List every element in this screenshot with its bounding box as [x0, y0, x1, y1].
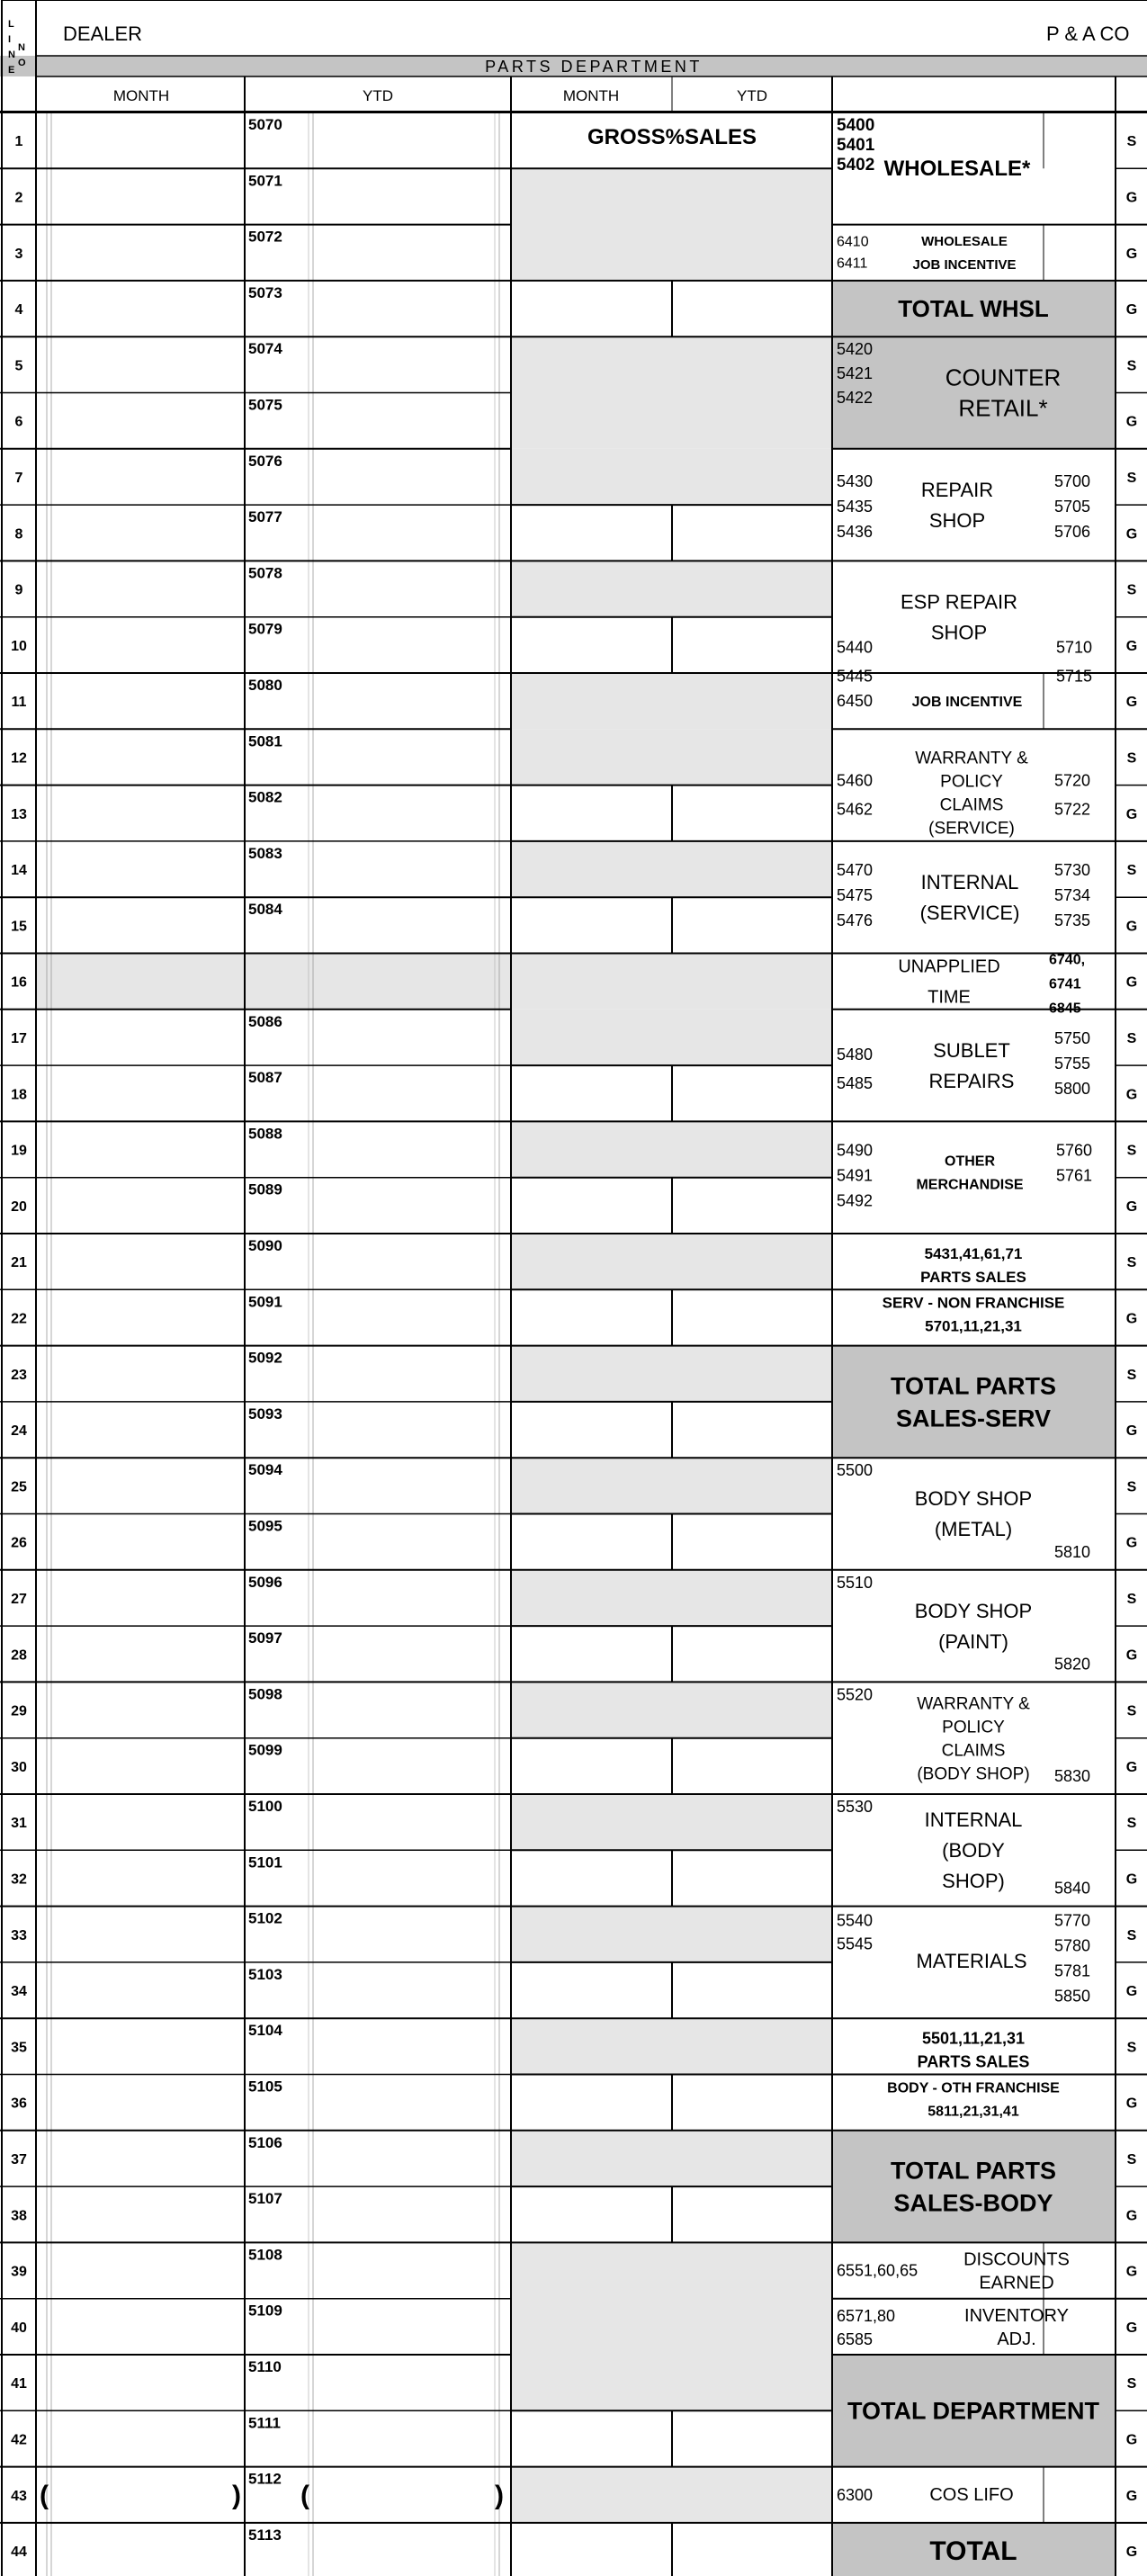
form-text: UNAPPLIED: [898, 956, 1000, 977]
account-code: 5400: [837, 116, 875, 135]
account-code: 6741: [1049, 976, 1081, 992]
dealer-label: DEALER: [63, 22, 143, 45]
account-code: 5540: [837, 1911, 874, 1930]
account-code: 5480: [837, 1046, 874, 1064]
ytd-code: 5076: [248, 452, 282, 470]
total-label-cell: [832, 337, 1116, 449]
form-text: SALES-SERV: [895, 1405, 1052, 1432]
line-number: 19: [11, 1143, 27, 1159]
account-code: 5530: [837, 1798, 874, 1816]
ytd-code: 5097: [248, 1629, 282, 1647]
job-incentive-label: JOB INCENTIVE: [911, 695, 1023, 711]
sg-marker: G: [1125, 1647, 1138, 1664]
cos-lifo-label: COS LIFO: [929, 2484, 1014, 2505]
sg-marker: G: [1125, 2488, 1138, 2504]
line-number: 9: [14, 582, 23, 598]
account-code: 6551,60,65: [837, 2261, 918, 2280]
line-number: 37: [11, 2151, 27, 2168]
account-code: 5755: [1054, 1054, 1091, 1073]
account-code: 6410: [837, 234, 869, 250]
ytd-code: 5095: [248, 1517, 282, 1535]
sg-marker: S: [1126, 750, 1137, 767]
shaded-cell: [511, 2467, 832, 2523]
account-code: 5421: [837, 364, 874, 383]
account-code: 5470: [837, 860, 874, 879]
line-number: 14: [11, 863, 27, 879]
sg-marker: G: [1125, 526, 1138, 543]
line-number: 30: [11, 1759, 27, 1775]
account-code: 5781: [1054, 1961, 1091, 1980]
form-text: POLICY: [940, 772, 1003, 792]
shaded-cell: [511, 2131, 832, 2186]
ytd-code: 5106: [248, 2133, 282, 2151]
paren-close: ): [232, 2480, 241, 2510]
line-number: 29: [11, 1703, 27, 1719]
sg-marker: G: [1125, 2320, 1138, 2336]
form-text: EARNED: [979, 2273, 1054, 2293]
section-title: PARTS DEPARTMENT: [485, 58, 703, 76]
paren-open: (: [40, 2480, 49, 2510]
ytd-code: 5104: [248, 2022, 282, 2040]
ytd-code: 5110: [248, 2358, 282, 2375]
form-text: RETAIL*: [958, 394, 1048, 422]
line-number: 11: [11, 695, 27, 711]
line-header-letter: E: [8, 65, 15, 76]
account-code: 5430: [837, 471, 874, 490]
form-text: (METAL): [934, 1518, 1013, 1541]
shaded-cell: [511, 1121, 832, 1177]
account-code: 5401: [837, 136, 875, 155]
form-text: POLICY: [942, 1718, 1005, 1737]
sg-marker: G: [1125, 1759, 1138, 1775]
form-text: REPAIR: [920, 478, 994, 501]
line-number: 10: [11, 638, 27, 654]
line-number: 24: [11, 1423, 27, 1440]
account-code: 5402: [837, 156, 875, 175]
sg-marker: S: [1126, 1479, 1137, 1495]
form-text: CLAIMS: [941, 1741, 1006, 1761]
shaded-cell: [511, 1682, 832, 1737]
ytd-code: 5074: [248, 340, 282, 358]
account-code: 5436: [837, 522, 874, 541]
form-text: SHOP: [928, 508, 986, 532]
line-number: 39: [11, 2264, 27, 2280]
shaded-cell: [511, 1234, 832, 1289]
ytd-code: 5072: [248, 228, 282, 246]
account-code: 5460: [837, 771, 874, 790]
sg-marker: S: [1126, 1255, 1137, 1271]
form-text: TOTAL PARTS: [890, 2157, 1057, 2185]
gross-pct-label: GROSS%SALES: [587, 125, 757, 149]
total-label-cell: [832, 2131, 1116, 2243]
ytd-code: 5093: [248, 1405, 282, 1423]
line-number: 7: [14, 470, 23, 486]
account-code: 5830: [1053, 1767, 1090, 1785]
shaded-cell: [511, 1346, 832, 1402]
ytd-code: 5083: [248, 844, 282, 862]
account-code: 5710: [1056, 638, 1093, 657]
line-number: 44: [11, 2545, 27, 2561]
line-number: 25: [11, 1479, 27, 1495]
sg-marker: S: [1126, 2151, 1137, 2168]
ytd-code: 5081: [248, 732, 282, 750]
ytd-code: 5087: [248, 1069, 282, 1087]
ytd-code: 5108: [248, 2246, 282, 2264]
shaded-cell: [511, 337, 832, 449]
form-text: REPAIRS: [928, 1069, 1015, 1092]
form-text: DISCOUNTS: [963, 2249, 1070, 2270]
wholesale-label: WHOLESALE*: [883, 157, 1031, 181]
sg-marker: S: [1126, 358, 1137, 374]
form-text: JOB INCENTIVE: [912, 257, 1017, 273]
line-number: 32: [11, 1871, 27, 1888]
form-text: TIME: [927, 987, 971, 1008]
account-code: 5810: [1053, 1542, 1090, 1561]
account-code: 6411: [837, 256, 868, 272]
no-header-letter: O: [18, 58, 26, 68]
line-number: 23: [11, 1367, 27, 1383]
ytd-code: 5079: [248, 620, 282, 638]
sg-marker: G: [1125, 806, 1138, 822]
form-text: SERV - NON FRANCHISE: [882, 1294, 1065, 1312]
line-number: 42: [11, 2432, 27, 2448]
line-number: 1: [14, 134, 23, 150]
account-code: 6845: [1049, 1001, 1081, 1017]
account-code: 5491: [837, 1166, 874, 1185]
form-text: PARTS SALES: [917, 2052, 1030, 2071]
shaded-cell: [511, 561, 832, 616]
total-whsl-label: TOTAL WHSL: [898, 295, 1049, 323]
shaded-cell: [511, 729, 832, 785]
account-code: 5440: [837, 638, 874, 657]
sg-marker: G: [1125, 2264, 1138, 2280]
ytd-code: 5073: [248, 283, 282, 301]
col-month-gross: MONTH: [562, 87, 620, 104]
account-code: 5476: [837, 911, 874, 929]
sg-marker: S: [1126, 1816, 1137, 1832]
sg-marker: S: [1126, 2040, 1137, 2056]
account-code: 5722: [1054, 800, 1091, 819]
line-number: 17: [11, 1030, 27, 1046]
shaded-cell: [511, 673, 832, 729]
unapplied-shaded-row: [36, 954, 832, 1010]
line-number: 35: [11, 2040, 27, 2056]
sg-marker: G: [1125, 302, 1138, 319]
account-code: 5545: [837, 1934, 874, 1953]
ytd-code: 5094: [248, 1461, 282, 1479]
line-number: 28: [11, 1647, 27, 1664]
shaded-cell: [511, 1570, 832, 1626]
ytd-code: 5086: [248, 1012, 282, 1030]
shaded-cell: [511, 2242, 832, 2410]
form-text: 5811,21,31,41: [927, 2104, 1019, 2120]
sg-marker: S: [1126, 1143, 1137, 1159]
line-number: 33: [11, 1927, 27, 1943]
ytd-code: 5112: [248, 2470, 282, 2488]
form-text: INTERNAL: [920, 870, 1019, 893]
account-code: 5780: [1054, 1936, 1091, 1955]
account-code: 5706: [1054, 522, 1091, 541]
account-code: 5750: [1054, 1028, 1091, 1047]
sg-marker: G: [1125, 1535, 1138, 1551]
account-code: 5700: [1054, 471, 1091, 490]
ytd-code: 5090: [248, 1237, 282, 1254]
line-number: 34: [11, 1984, 27, 2000]
line-number: 2: [14, 190, 23, 206]
ytd-code: 5102: [248, 1909, 282, 1927]
account-code: 5730: [1054, 860, 1091, 879]
account-code: 5761: [1056, 1166, 1093, 1185]
form-text: (BODY: [942, 1839, 1005, 1862]
account-code: 5850: [1054, 1987, 1091, 2006]
form-text: WARRANTY &: [917, 1694, 1030, 1714]
form-text: CLAIMS: [939, 795, 1004, 815]
ytd-code: 5098: [248, 1685, 282, 1703]
sg-marker: G: [1125, 1311, 1138, 1327]
account-code: 5510: [837, 1573, 874, 1592]
shaded-cell: [511, 449, 832, 505]
no-header-letter: N: [18, 42, 25, 53]
ytd-code: 5089: [248, 1180, 282, 1198]
col-ytd-gross: YTD: [737, 87, 767, 104]
line-number: 13: [11, 806, 27, 822]
account-code: 5435: [837, 497, 874, 516]
ytd-code: 5113: [248, 2526, 282, 2544]
account-code: 5475: [837, 885, 874, 904]
materials-label: MATERIALS: [916, 1949, 1027, 1972]
form-text: WARRANTY &: [915, 749, 1028, 768]
ytd-code: 5092: [248, 1349, 282, 1367]
ytd-code: 5091: [248, 1293, 282, 1311]
sg-marker: S: [1126, 470, 1137, 486]
account-code: 6300: [837, 2485, 874, 2504]
sg-marker: S: [1126, 863, 1137, 879]
ytd-code: 5100: [248, 1798, 282, 1815]
account-code: 6740,: [1049, 952, 1086, 968]
line-number: 3: [14, 246, 23, 262]
ytd-code: 5099: [248, 1741, 282, 1759]
form-text: (SERVICE): [928, 819, 1015, 839]
line-number: 31: [11, 1816, 27, 1832]
line-number: 12: [11, 750, 27, 767]
ytd-code: 5078: [248, 564, 282, 582]
account-code: 5715: [1056, 667, 1093, 686]
form-text: (PAINT): [938, 1629, 1008, 1653]
total-label: TOTAL: [929, 2536, 1017, 2567]
ytd-code: 5111: [248, 2414, 281, 2432]
line-header-letter: N: [8, 49, 15, 60]
ytd-code: 5082: [248, 788, 282, 806]
line-number: 41: [11, 2376, 27, 2392]
ytd-code: 5096: [248, 1573, 282, 1591]
company-label: P & A CO: [1046, 22, 1130, 45]
shaded-cell: [511, 168, 832, 281]
line-number: 21: [11, 1255, 27, 1271]
sg-marker: S: [1126, 1367, 1137, 1383]
sg-marker: G: [1125, 2208, 1138, 2224]
sg-marker: G: [1125, 974, 1138, 991]
ytd-code: 5101: [248, 1853, 282, 1871]
form-text: BODY SHOP: [914, 1487, 1033, 1511]
line-number: 26: [11, 1535, 27, 1551]
sg-marker: G: [1125, 246, 1138, 262]
form-text: 5701,11,21,31: [925, 1317, 1022, 1335]
line-number: 15: [11, 919, 27, 935]
ytd-code: 5080: [248, 677, 282, 694]
form-text: BODY SHOP: [914, 1599, 1033, 1622]
paren-open: (: [300, 2480, 309, 2510]
line-number: 5: [14, 358, 23, 374]
account-code: 5485: [837, 1074, 874, 1093]
line-number: 40: [11, 2320, 27, 2336]
form-text: TOTAL PARTS: [890, 1372, 1057, 1400]
ytd-code: 5075: [248, 396, 282, 414]
line-header-letter: I: [8, 34, 12, 45]
form-text: WHOLESALE: [921, 234, 1008, 249]
line-header-letter: L: [8, 19, 14, 30]
line-number: 6: [14, 414, 23, 430]
account-code: 5760: [1056, 1141, 1093, 1160]
form-text: PARTS SALES: [920, 1269, 1026, 1287]
ytd-code: 5107: [248, 2190, 282, 2208]
account-code: 6585: [837, 2329, 874, 2348]
sg-marker: S: [1126, 2376, 1137, 2392]
account-code: 5820: [1053, 1655, 1090, 1674]
ytd-code: 5088: [248, 1125, 282, 1143]
line-number: 4: [14, 302, 23, 319]
line-number: 8: [14, 526, 23, 543]
form-text: INVENTORY: [964, 2305, 1069, 2326]
account-code: 6571,80: [837, 2306, 896, 2325]
ytd-code: 5077: [248, 508, 282, 526]
sg-marker: S: [1126, 1703, 1137, 1719]
shaded-cell: [511, 2018, 832, 2074]
ytd-code: 5084: [248, 901, 282, 919]
form-text: COUNTER: [945, 364, 1062, 391]
form-text: BODY - OTH FRANCHISE: [887, 2080, 1060, 2096]
account-code: 6450: [837, 692, 874, 711]
form-text: SHOP: [930, 621, 988, 644]
sg-marker: G: [1125, 190, 1138, 206]
sg-marker: G: [1125, 1087, 1138, 1103]
sg-marker: G: [1125, 1423, 1138, 1440]
account-code: 5840: [1053, 1879, 1090, 1898]
sg-marker: S: [1126, 1927, 1137, 1943]
shaded-cell: [511, 1794, 832, 1850]
sg-marker: G: [1125, 2096, 1138, 2112]
shaded-cell: [511, 1458, 832, 1513]
account-code: 5500: [837, 1461, 874, 1480]
line-number: 20: [11, 1198, 27, 1215]
account-code: 5492: [837, 1191, 874, 1210]
form-text: ADJ.: [997, 2329, 1036, 2349]
form-text: 5501,11,21,31: [921, 2029, 1026, 2048]
line-number: 18: [11, 1087, 27, 1103]
sg-marker: G: [1125, 1198, 1138, 1215]
account-code: 5445: [837, 667, 874, 686]
ytd-code: 5071: [248, 172, 282, 190]
shaded-cell: [511, 841, 832, 897]
account-code: 5720: [1054, 771, 1091, 790]
account-code: 5422: [837, 389, 874, 408]
form-text: (SERVICE): [919, 901, 1020, 924]
account-code: 5735: [1054, 911, 1091, 929]
sg-marker: G: [1125, 1984, 1138, 2000]
paren-close: ): [495, 2480, 504, 2510]
col-ytd: YTD: [363, 87, 393, 104]
sg-marker: G: [1125, 1871, 1138, 1888]
form-text: 5431,41,61,71: [924, 1245, 1023, 1263]
form-text: SUBLET: [933, 1038, 1010, 1062]
line-number: 43: [11, 2488, 27, 2504]
col-month: MONTH: [112, 87, 170, 104]
account-code: 5490: [837, 1141, 874, 1160]
sg-marker: S: [1126, 134, 1137, 150]
sg-marker: G: [1125, 2432, 1138, 2448]
ytd-code: 5109: [248, 2302, 282, 2320]
form-text: SALES-BODY: [893, 2189, 1053, 2217]
sg-marker: S: [1126, 1591, 1137, 1607]
form-text: ESP REPAIR: [900, 590, 1018, 614]
sg-marker: S: [1126, 582, 1137, 598]
form-text: INTERNAL: [924, 1809, 1023, 1831]
account-code: 5520: [837, 1685, 874, 1704]
form-text: (BODY SHOP): [917, 1764, 1030, 1784]
ytd-code: 5105: [248, 2078, 282, 2096]
account-code: 5770: [1054, 1911, 1091, 1930]
account-code: 5420: [837, 340, 874, 359]
sg-marker: G: [1125, 919, 1138, 935]
sg-marker: G: [1125, 695, 1138, 711]
sg-marker: G: [1125, 2545, 1138, 2561]
shaded-cell: [511, 1010, 832, 1065]
line-number: 38: [11, 2208, 27, 2224]
total-label-cell: [832, 1346, 1116, 1459]
line-number: 36: [11, 2096, 27, 2112]
account-code: 5734: [1054, 885, 1091, 904]
line-number: 22: [11, 1311, 27, 1327]
sg-marker: S: [1126, 1030, 1137, 1046]
account-code: 5462: [837, 800, 874, 819]
form-text: OTHER: [945, 1153, 995, 1170]
sg-marker: G: [1125, 414, 1138, 430]
total-department-label: TOTAL DEPARTMENT: [847, 2397, 1099, 2425]
ytd-code: 5070: [248, 116, 282, 133]
account-code: 5800: [1054, 1079, 1091, 1098]
line-number: 27: [11, 1591, 27, 1607]
shaded-cell: [511, 1907, 832, 1962]
account-code: 5705: [1054, 497, 1091, 516]
form-text: MERCHANDISE: [916, 1177, 1024, 1193]
line-number: 16: [11, 974, 27, 991]
form-text: SHOP): [942, 1870, 1005, 1892]
sg-marker: G: [1125, 638, 1138, 654]
ytd-code: 5103: [248, 1965, 282, 1983]
